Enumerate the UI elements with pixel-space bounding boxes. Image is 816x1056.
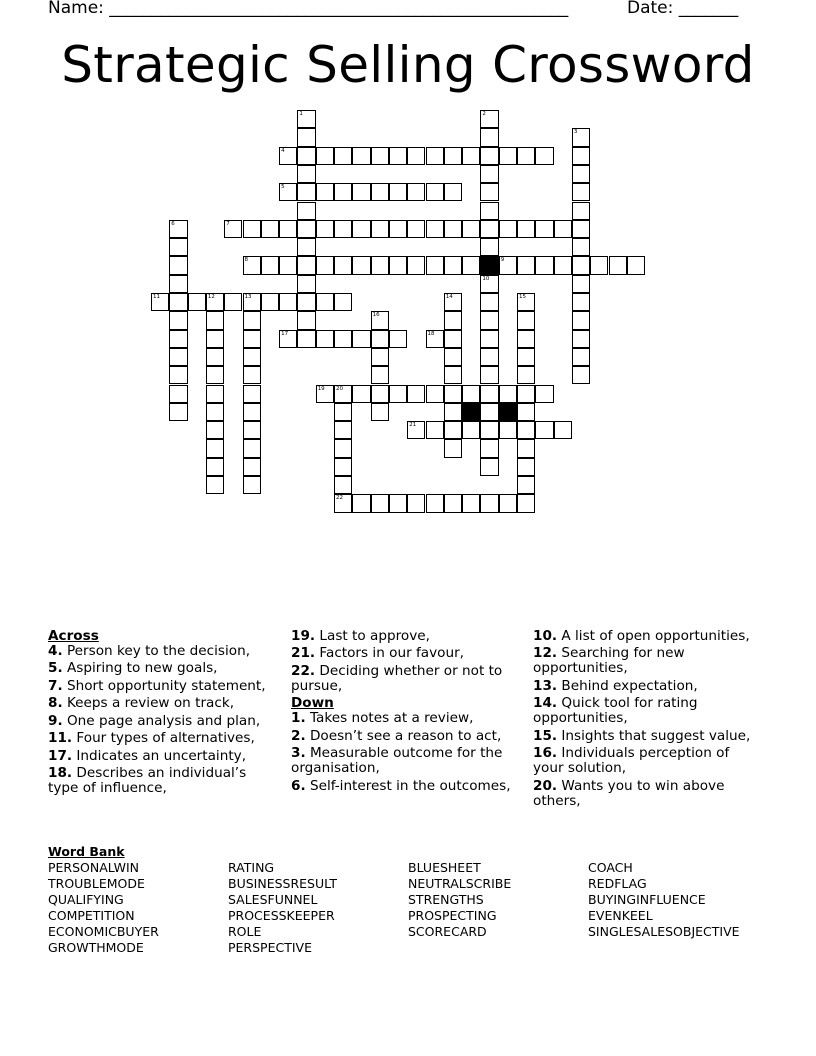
- grid-cell[interactable]: [316, 220, 334, 238]
- grid-cell[interactable]: [206, 366, 224, 384]
- grid-cell[interactable]: [444, 494, 462, 512]
- clue-number: 12: [207, 294, 215, 300]
- grid-cell[interactable]: [407, 256, 425, 274]
- clue-number: 16: [372, 312, 380, 319]
- clue-item: 18. Describes an individual’s type of influence,: [48, 765, 247, 797]
- grid-cell[interactable]: [572, 366, 590, 384]
- word-bank-item: PERSONALWIN: [48, 860, 140, 875]
- grid-cell[interactable]: [297, 220, 315, 238]
- grid-cell[interactable]: [444, 147, 462, 165]
- word-bank-item: TROUBLEMODE: [48, 876, 145, 892]
- grid-cell[interactable]: [297, 147, 315, 165]
- grid-cell[interactable]: [426, 494, 444, 512]
- grid-cell[interactable]: [279, 220, 297, 238]
- clue-item: 2. Doesn’t see a reason to act,: [291, 727, 502, 744]
- grid-cell[interactable]: [371, 366, 389, 384]
- grid-cell[interactable]: [480, 439, 498, 457]
- grid-cell[interactable]: [462, 385, 480, 403]
- grid-cell[interactable]: [297, 311, 315, 329]
- grid-cell[interactable]: [243, 476, 261, 494]
- across-clue-list: [48, 644, 278, 796]
- grid-cell[interactable]: [517, 330, 535, 348]
- clue-number: 11: [153, 294, 160, 300]
- grid-cell[interactable]: [371, 256, 389, 274]
- grid-cell[interactable]: [297, 183, 315, 201]
- grid-cell[interactable]: [480, 385, 498, 403]
- clue-item: 7. Short opportunity statement,: [48, 677, 266, 694]
- grid-cell[interactable]: [206, 311, 224, 329]
- clue-item: 14. Quick tool for rating opportunities,: [533, 695, 698, 727]
- grid-cell[interactable]: [389, 256, 407, 274]
- grid-cell[interactable]: [572, 293, 590, 311]
- clue-number: 17: [281, 330, 289, 337]
- grid-cell[interactable]: [243, 293, 261, 311]
- grid-cell[interactable]: [407, 220, 425, 238]
- grid-cell[interactable]: [169, 311, 187, 329]
- grid-block: [499, 403, 517, 421]
- down-clue-list: [291, 711, 523, 793]
- grid-cell[interactable]: [554, 256, 572, 274]
- grid-cell[interactable]: [609, 256, 627, 274]
- grid-cell[interactable]: [352, 147, 370, 165]
- grid-cell[interactable]: [224, 293, 242, 311]
- grid-cell[interactable]: [480, 275, 498, 293]
- grid-cell[interactable]: [480, 421, 498, 439]
- grid-cell[interactable]: [352, 330, 370, 348]
- grid-cell[interactable]: [206, 330, 224, 348]
- grid-cell[interactable]: [407, 385, 425, 403]
- grid-cell[interactable]: [554, 421, 572, 439]
- down-heading: Down: [291, 695, 334, 712]
- grid-cell[interactable]: [480, 128, 498, 146]
- word-bank-item: GROWTHMODE: [48, 940, 144, 956]
- grid-cell[interactable]: [499, 421, 517, 439]
- grid-cell[interactable]: [407, 494, 425, 512]
- clue-number: 3: [573, 129, 578, 136]
- grid-cell[interactable]: [206, 403, 224, 421]
- grid-cell[interactable]: [389, 330, 407, 348]
- word-bank-item: NEUTRALSCRIBE: [408, 876, 512, 892]
- grid-cell[interactable]: [352, 385, 370, 403]
- grid-cell[interactable]: [572, 202, 590, 220]
- grid-cell[interactable]: [462, 147, 480, 165]
- grid-cell[interactable]: [371, 494, 389, 512]
- clue-number: 22: [336, 495, 343, 502]
- clue-item: 9. One page analysis and plan,: [48, 712, 261, 729]
- grid-cell[interactable]: [297, 293, 315, 311]
- grid-cell[interactable]: [444, 330, 462, 348]
- word-bank-item: STRENGTHS: [408, 892, 484, 908]
- grid-cell[interactable]: [206, 421, 224, 439]
- clue-item: 10. A list of open opportunities,: [533, 628, 750, 644]
- grid-cell[interactable]: [297, 165, 315, 183]
- grid-cell[interactable]: [243, 403, 261, 421]
- grid-cell[interactable]: [243, 220, 261, 238]
- grid-cell[interactable]: [243, 366, 261, 384]
- grid-cell[interactable]: [499, 220, 517, 238]
- word-bank-item: RATING: [228, 860, 275, 875]
- grid-cell[interactable]: [462, 421, 480, 439]
- grid-cell[interactable]: [426, 256, 444, 274]
- grid-cell[interactable]: [279, 147, 297, 165]
- grid-cell[interactable]: [261, 256, 279, 274]
- word-bank-item: SCORECARD: [408, 924, 487, 940]
- grid-cell[interactable]: [279, 256, 297, 274]
- grid-cell[interactable]: [334, 330, 352, 348]
- grid-cell[interactable]: [480, 330, 498, 348]
- word-bank-item: ECONOMICBUYER: [48, 924, 159, 940]
- clue-number: 9: [500, 257, 505, 264]
- grid-cell[interactable]: [316, 330, 334, 348]
- grid-cell[interactable]: [297, 110, 315, 128]
- grid-cell[interactable]: [499, 147, 517, 165]
- clue-number: 6: [171, 220, 175, 227]
- word-bank-item: SALESFUNNEL: [228, 892, 318, 908]
- clue-number: 14: [445, 294, 453, 300]
- grid-cell[interactable]: [572, 238, 590, 256]
- grid-cell[interactable]: [169, 220, 187, 238]
- grid-cell[interactable]: [371, 330, 389, 348]
- grid-cell[interactable]: [297, 238, 315, 256]
- grid-cell[interactable]: [206, 348, 224, 366]
- grid-cell[interactable]: [389, 147, 407, 165]
- grid-block: [462, 403, 480, 421]
- grid-cell[interactable]: [316, 147, 334, 165]
- clue-number: 15: [519, 294, 526, 300]
- grid-cell[interactable]: [169, 348, 187, 366]
- grid-cell[interactable]: [517, 147, 535, 165]
- grid-cell[interactable]: [554, 220, 572, 238]
- grid-cell[interactable]: [444, 403, 462, 421]
- grid-cell[interactable]: [444, 439, 462, 457]
- down-clue-list-continued: [533, 629, 763, 808]
- grid-cell[interactable]: [426, 183, 444, 201]
- grid-cell[interactable]: [279, 330, 297, 348]
- grid-cell[interactable]: [316, 385, 334, 403]
- word-bank-item: COACH: [588, 860, 633, 875]
- grid-cell[interactable]: [517, 385, 535, 403]
- grid-cell[interactable]: [499, 256, 517, 274]
- word-bank-item: PROSPECTING: [408, 908, 497, 924]
- grid-cell[interactable]: [224, 220, 242, 238]
- grid-cell[interactable]: [517, 494, 535, 512]
- across-heading: Across: [48, 628, 99, 644]
- grid-cell[interactable]: [572, 330, 590, 348]
- grid-cell[interactable]: [444, 385, 462, 403]
- grid-cell[interactable]: [517, 348, 535, 366]
- grid-cell[interactable]: [517, 439, 535, 457]
- clue-number: 1: [299, 111, 303, 117]
- grid-cell[interactable]: [517, 220, 535, 238]
- clue-item: 12. Searching for new opportunities,: [533, 645, 685, 677]
- grid-cell[interactable]: [517, 421, 535, 439]
- grid-cell[interactable]: [480, 348, 498, 366]
- grid-cell[interactable]: [480, 293, 498, 311]
- grid-cell[interactable]: [444, 366, 462, 384]
- grid-cell[interactable]: [206, 476, 224, 494]
- grid-cell[interactable]: [371, 385, 389, 403]
- word-bank-item: BUSINESSRESULT: [228, 876, 338, 892]
- grid-cell[interactable]: [188, 293, 206, 311]
- grid-cell[interactable]: [517, 256, 535, 274]
- grid-cell[interactable]: [480, 147, 498, 165]
- grid-cell[interactable]: [243, 385, 261, 403]
- clue-item: 19. Last to approve,: [291, 628, 430, 644]
- grid-cell[interactable]: [371, 147, 389, 165]
- word-bank-item: SINGLESALESOBJECTIVE: [588, 924, 740, 940]
- word-bank-column-3: [408, 860, 511, 940]
- grid-cell[interactable]: [297, 202, 315, 220]
- grid-cell[interactable]: [444, 421, 462, 439]
- grid-cell[interactable]: [517, 403, 535, 421]
- grid-cell[interactable]: [169, 293, 187, 311]
- grid-cell[interactable]: [389, 385, 407, 403]
- clue-number: 7: [226, 220, 230, 227]
- clue-item: 11. Four types of alternatives,: [48, 730, 255, 747]
- grid-cell[interactable]: [480, 110, 498, 128]
- clue-item: 15. Insights that suggest value,: [533, 727, 751, 744]
- grid-cell[interactable]: [426, 385, 444, 403]
- grid-cell[interactable]: [243, 458, 261, 476]
- grid-cell[interactable]: [206, 439, 224, 457]
- grid-cell[interactable]: [444, 348, 462, 366]
- grid-cell[interactable]: [572, 147, 590, 165]
- grid-cell[interactable]: [352, 183, 370, 201]
- grid-cell[interactable]: [334, 494, 352, 512]
- grid-cell[interactable]: [206, 293, 224, 311]
- grid-cell[interactable]: [352, 220, 370, 238]
- word-bank-item: BUYINGINFLUENCE: [588, 892, 706, 908]
- grid-cell[interactable]: [334, 421, 352, 439]
- grid-cell[interactable]: [371, 403, 389, 421]
- grid-cell[interactable]: [426, 147, 444, 165]
- grid-cell[interactable]: [590, 256, 608, 274]
- clue-item: 3. Measurable outcome for the organisation,: [291, 745, 503, 777]
- word-bank-item: BLUESHEET: [408, 860, 481, 875]
- grid-cell[interactable]: [444, 220, 462, 238]
- grid-cell[interactable]: [572, 311, 590, 329]
- grid-cell[interactable]: [389, 494, 407, 512]
- clue-number: 5: [281, 184, 285, 191]
- grid-cell[interactable]: [480, 458, 498, 476]
- grid-cell[interactable]: [572, 183, 590, 201]
- grid-cell[interactable]: [334, 458, 352, 476]
- grid-cell[interactable]: [572, 220, 590, 238]
- clue-item: 17. Indicates an uncertainty,: [48, 747, 247, 764]
- grid-cell[interactable]: [206, 458, 224, 476]
- grid-cell[interactable]: [243, 439, 261, 457]
- grid-cell[interactable]: [334, 147, 352, 165]
- grid-cell[interactable]: [371, 220, 389, 238]
- grid-cell[interactable]: [279, 293, 297, 311]
- grid-cell[interactable]: [297, 256, 315, 274]
- grid-cell[interactable]: [352, 256, 370, 274]
- clue-item: 1. Takes notes at a review,: [291, 710, 474, 727]
- grid-cell[interactable]: [352, 494, 370, 512]
- date-field-line: Date: _______: [627, 0, 739, 18]
- grid-cell[interactable]: [371, 183, 389, 201]
- word-bank-column-1: [48, 860, 159, 957]
- grid-cell[interactable]: [535, 220, 553, 238]
- grid-cell[interactable]: [480, 494, 498, 512]
- grid-cell[interactable]: [462, 494, 480, 512]
- grid-cell[interactable]: [444, 311, 462, 329]
- grid-cell[interactable]: [243, 256, 261, 274]
- grid-cell[interactable]: [334, 385, 352, 403]
- grid-cell[interactable]: [407, 421, 425, 439]
- grid-cell[interactable]: [535, 385, 553, 403]
- grid-cell[interactable]: [572, 256, 590, 274]
- grid-cell[interactable]: [572, 348, 590, 366]
- grid-cell[interactable]: [371, 311, 389, 329]
- across-clue-list-continued: [291, 629, 523, 694]
- page-title: Strategic Selling Crossword: [61, 36, 755, 94]
- grid-cell[interactable]: [389, 220, 407, 238]
- grid-cell[interactable]: [316, 293, 334, 311]
- grid-cell[interactable]: [169, 330, 187, 348]
- grid-cell[interactable]: [499, 385, 517, 403]
- grid-cell[interactable]: [316, 256, 334, 274]
- grid-cell[interactable]: [243, 348, 261, 366]
- clue-number: 13: [244, 294, 252, 300]
- grid-cell[interactable]: [517, 311, 535, 329]
- grid-cell[interactable]: [206, 385, 224, 403]
- clue-item: 5. Aspiring to new goals,: [48, 660, 218, 677]
- grid-cell[interactable]: [316, 183, 334, 201]
- grid-cell[interactable]: [480, 311, 498, 329]
- word-bank-item: PROCESSKEEPER: [228, 908, 335, 924]
- grid-cell[interactable]: [334, 220, 352, 238]
- grid-cell[interactable]: [426, 220, 444, 238]
- grid-cell[interactable]: [243, 311, 261, 329]
- grid-cell[interactable]: [261, 293, 279, 311]
- grid-cell[interactable]: [480, 183, 498, 201]
- clue-item: 16. Individuals perception of your solution,: [533, 745, 730, 777]
- grid-cell[interactable]: [462, 220, 480, 238]
- clue-item: 22. Deciding whether or not to pursue,: [291, 662, 503, 694]
- grid-cell[interactable]: [297, 330, 315, 348]
- grid-cell[interactable]: [407, 147, 425, 165]
- word-bank-item: QUALIFYING: [48, 892, 124, 908]
- word-bank-item: EVENKEEL: [588, 908, 653, 924]
- word-bank-item: PERSPECTIVE: [228, 940, 312, 956]
- grid-cell[interactable]: [517, 293, 535, 311]
- grid-cell[interactable]: [444, 256, 462, 274]
- clues-column-2: [291, 629, 523, 796]
- grid-cell[interactable]: [334, 256, 352, 274]
- grid-cell[interactable]: [480, 165, 498, 183]
- grid-cell[interactable]: [169, 366, 187, 384]
- grid-cell[interactable]: [334, 293, 352, 311]
- clue-number: 21: [409, 422, 417, 429]
- grid-cell[interactable]: [535, 421, 553, 439]
- clue-item: 21. Factors in our favour,: [291, 645, 464, 662]
- clue-number: 8: [244, 257, 248, 264]
- grid-cell[interactable]: [389, 183, 407, 201]
- grid-block: [480, 256, 498, 274]
- clue-item: 4. Person key to the decision,: [48, 642, 251, 659]
- word-bank-item: REDFLAG: [588, 876, 647, 892]
- word-bank-item: ROLE: [228, 924, 262, 940]
- grid-cell[interactable]: [480, 238, 498, 256]
- grid-cell[interactable]: [151, 293, 169, 311]
- grid-cell[interactable]: [243, 330, 261, 348]
- clue-number: 18: [427, 330, 435, 337]
- clue-item: 8. Keeps a review on track,: [48, 695, 235, 712]
- grid-cell[interactable]: [169, 238, 187, 256]
- grid-cell[interactable]: [535, 256, 553, 274]
- grid-cell[interactable]: [169, 403, 187, 421]
- clue-number: 19: [317, 385, 325, 392]
- grid-cell[interactable]: [261, 220, 279, 238]
- grid-cell[interactable]: [169, 256, 187, 274]
- grid-cell[interactable]: [480, 220, 498, 238]
- grid-cell[interactable]: [279, 183, 297, 201]
- clue-number: 10: [482, 275, 490, 282]
- word-bank-item: COMPETITION: [48, 908, 135, 924]
- grid-cell[interactable]: [371, 348, 389, 366]
- grid-cell[interactable]: [426, 330, 444, 348]
- grid-cell[interactable]: [535, 147, 553, 165]
- grid-cell[interactable]: [297, 128, 315, 146]
- grid-cell[interactable]: [572, 275, 590, 293]
- word-bank-column-4: [588, 860, 740, 940]
- grid-cell[interactable]: [334, 476, 352, 494]
- grid-cell[interactable]: [572, 165, 590, 183]
- clue-item: 6. Self-interest in the outcomes,: [291, 777, 511, 794]
- grid-cell[interactable]: [243, 421, 261, 439]
- clue-number: 20: [336, 385, 343, 392]
- grid-cell[interactable]: [444, 293, 462, 311]
- word-bank-title: Word Bank: [48, 844, 125, 859]
- name-field-line: Name: ______________________________________________________: [48, 0, 569, 18]
- grid-cell[interactable]: [480, 403, 498, 421]
- clue-item: 13. Behind expectation,: [533, 677, 698, 694]
- grid-cell[interactable]: [572, 128, 590, 146]
- grid-cell[interactable]: [480, 366, 498, 384]
- clue-number: 2: [482, 111, 486, 117]
- grid-cell[interactable]: [426, 421, 444, 439]
- grid-cell[interactable]: [334, 183, 352, 201]
- clue-item: 20. Wants you to win above others,: [533, 777, 725, 809]
- grid-cell[interactable]: [334, 403, 352, 421]
- word-bank-column-2: [228, 860, 337, 957]
- grid-cell[interactable]: [627, 256, 645, 274]
- grid-cell[interactable]: [480, 202, 498, 220]
- clue-number: 4: [281, 147, 285, 154]
- grid-cell[interactable]: [407, 183, 425, 201]
- grid-cell[interactable]: [444, 183, 462, 201]
- grid-cell[interactable]: [517, 458, 535, 476]
- clues-column-1: [48, 629, 278, 799]
- grid-cell[interactable]: [462, 256, 480, 274]
- grid-cell[interactable]: [169, 385, 187, 403]
- grid-cell[interactable]: [169, 275, 187, 293]
- grid-cell[interactable]: [517, 366, 535, 384]
- grid-cell[interactable]: [499, 494, 517, 512]
- grid-cell[interactable]: [297, 275, 315, 293]
- grid-cell[interactable]: [334, 439, 352, 457]
- grid-cell[interactable]: [517, 476, 535, 494]
- clues-column-3: [533, 629, 763, 811]
